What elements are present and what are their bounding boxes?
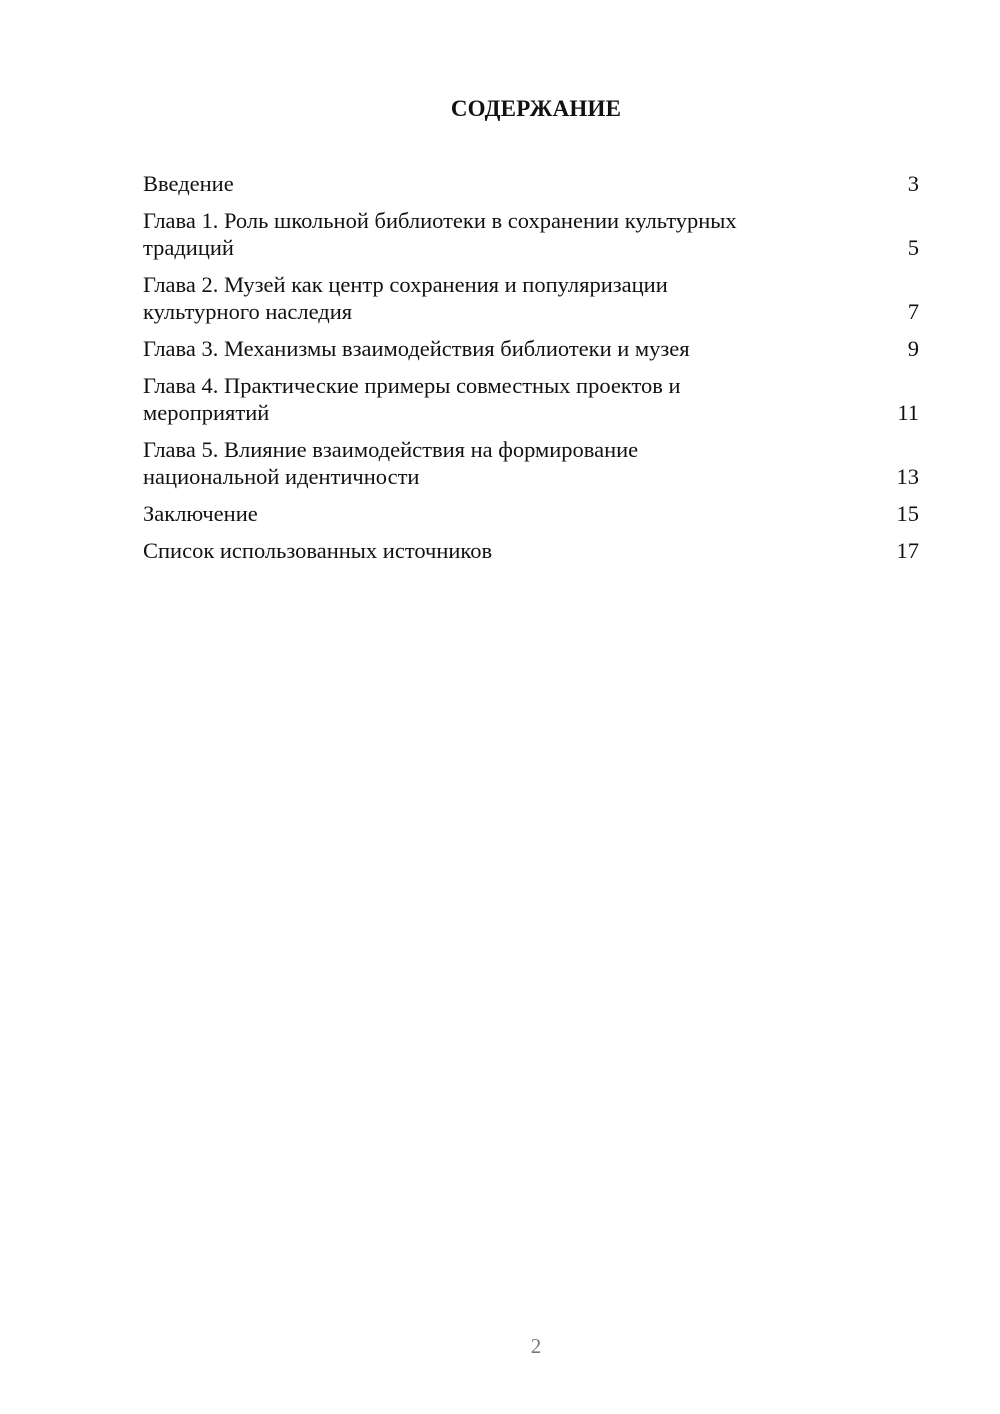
toc-entry-line: Глава 2. Музей как центр сохранения и популяризации [143, 272, 668, 297]
toc-entry-text [143, 335, 833, 362]
toc-entry-chapter-3[interactable] [143, 335, 919, 362]
toc-entry-page: 9 [907, 336, 919, 361]
toc-entry-chapter-2[interactable] [143, 271, 919, 325]
toc-entry-references[interactable] [143, 537, 919, 564]
toc-entry-page: 11 [897, 400, 919, 425]
toc-entry-page: 7 [907, 299, 919, 324]
toc-entry-chapter-1[interactable] [143, 207, 919, 261]
toc-entry-text [143, 436, 833, 490]
toc-entry-text [143, 207, 833, 261]
toc-entry-text [143, 500, 833, 527]
toc-entry-introduction[interactable] [143, 170, 919, 197]
toc-entry-page: 3 [907, 171, 919, 196]
toc-entry-line: Глава 4. Практические примеры совместных проектов и [143, 373, 681, 398]
toc-entry-text [143, 170, 833, 197]
toc-entry-line: национальной идентичности [143, 464, 420, 489]
page-number: 2 [530, 1334, 542, 1358]
toc-entry-page: 17 [896, 538, 919, 563]
toc-entry-line: мероприятий [143, 400, 270, 425]
toc-entry-conclusion[interactable] [143, 500, 919, 527]
toc-entry-page: 13 [896, 464, 919, 489]
toc-entry-text [143, 537, 833, 564]
toc-entry-line: Заключение [143, 501, 258, 526]
toc-entry-line: Глава 1. Роль школьной библиотеки в сохранении культурных [143, 208, 737, 233]
toc-entry-line: культурного наследия [143, 299, 353, 324]
toc-entry-page: 5 [907, 235, 919, 260]
toc-entry-text [143, 271, 833, 325]
toc-entry-text [143, 372, 833, 426]
toc-entry-page: 15 [896, 501, 919, 526]
toc-title: СОДЕРЖАНИЕ [450, 96, 622, 121]
toc-entry-line: традиций [143, 235, 234, 260]
toc-entry-chapter-4[interactable] [143, 372, 919, 426]
toc-entry-line: Список использованных источников [143, 538, 493, 563]
table-of-contents [143, 170, 919, 574]
toc-entry-line: Глава 3. Механизмы взаимодействия библиотеки и музея [143, 336, 690, 361]
toc-entry-line: Введение [143, 171, 234, 196]
toc-entry-chapter-5[interactable] [143, 436, 919, 490]
toc-entry-line: Глава 5. Влияние взаимодействия на формирование [143, 437, 639, 462]
